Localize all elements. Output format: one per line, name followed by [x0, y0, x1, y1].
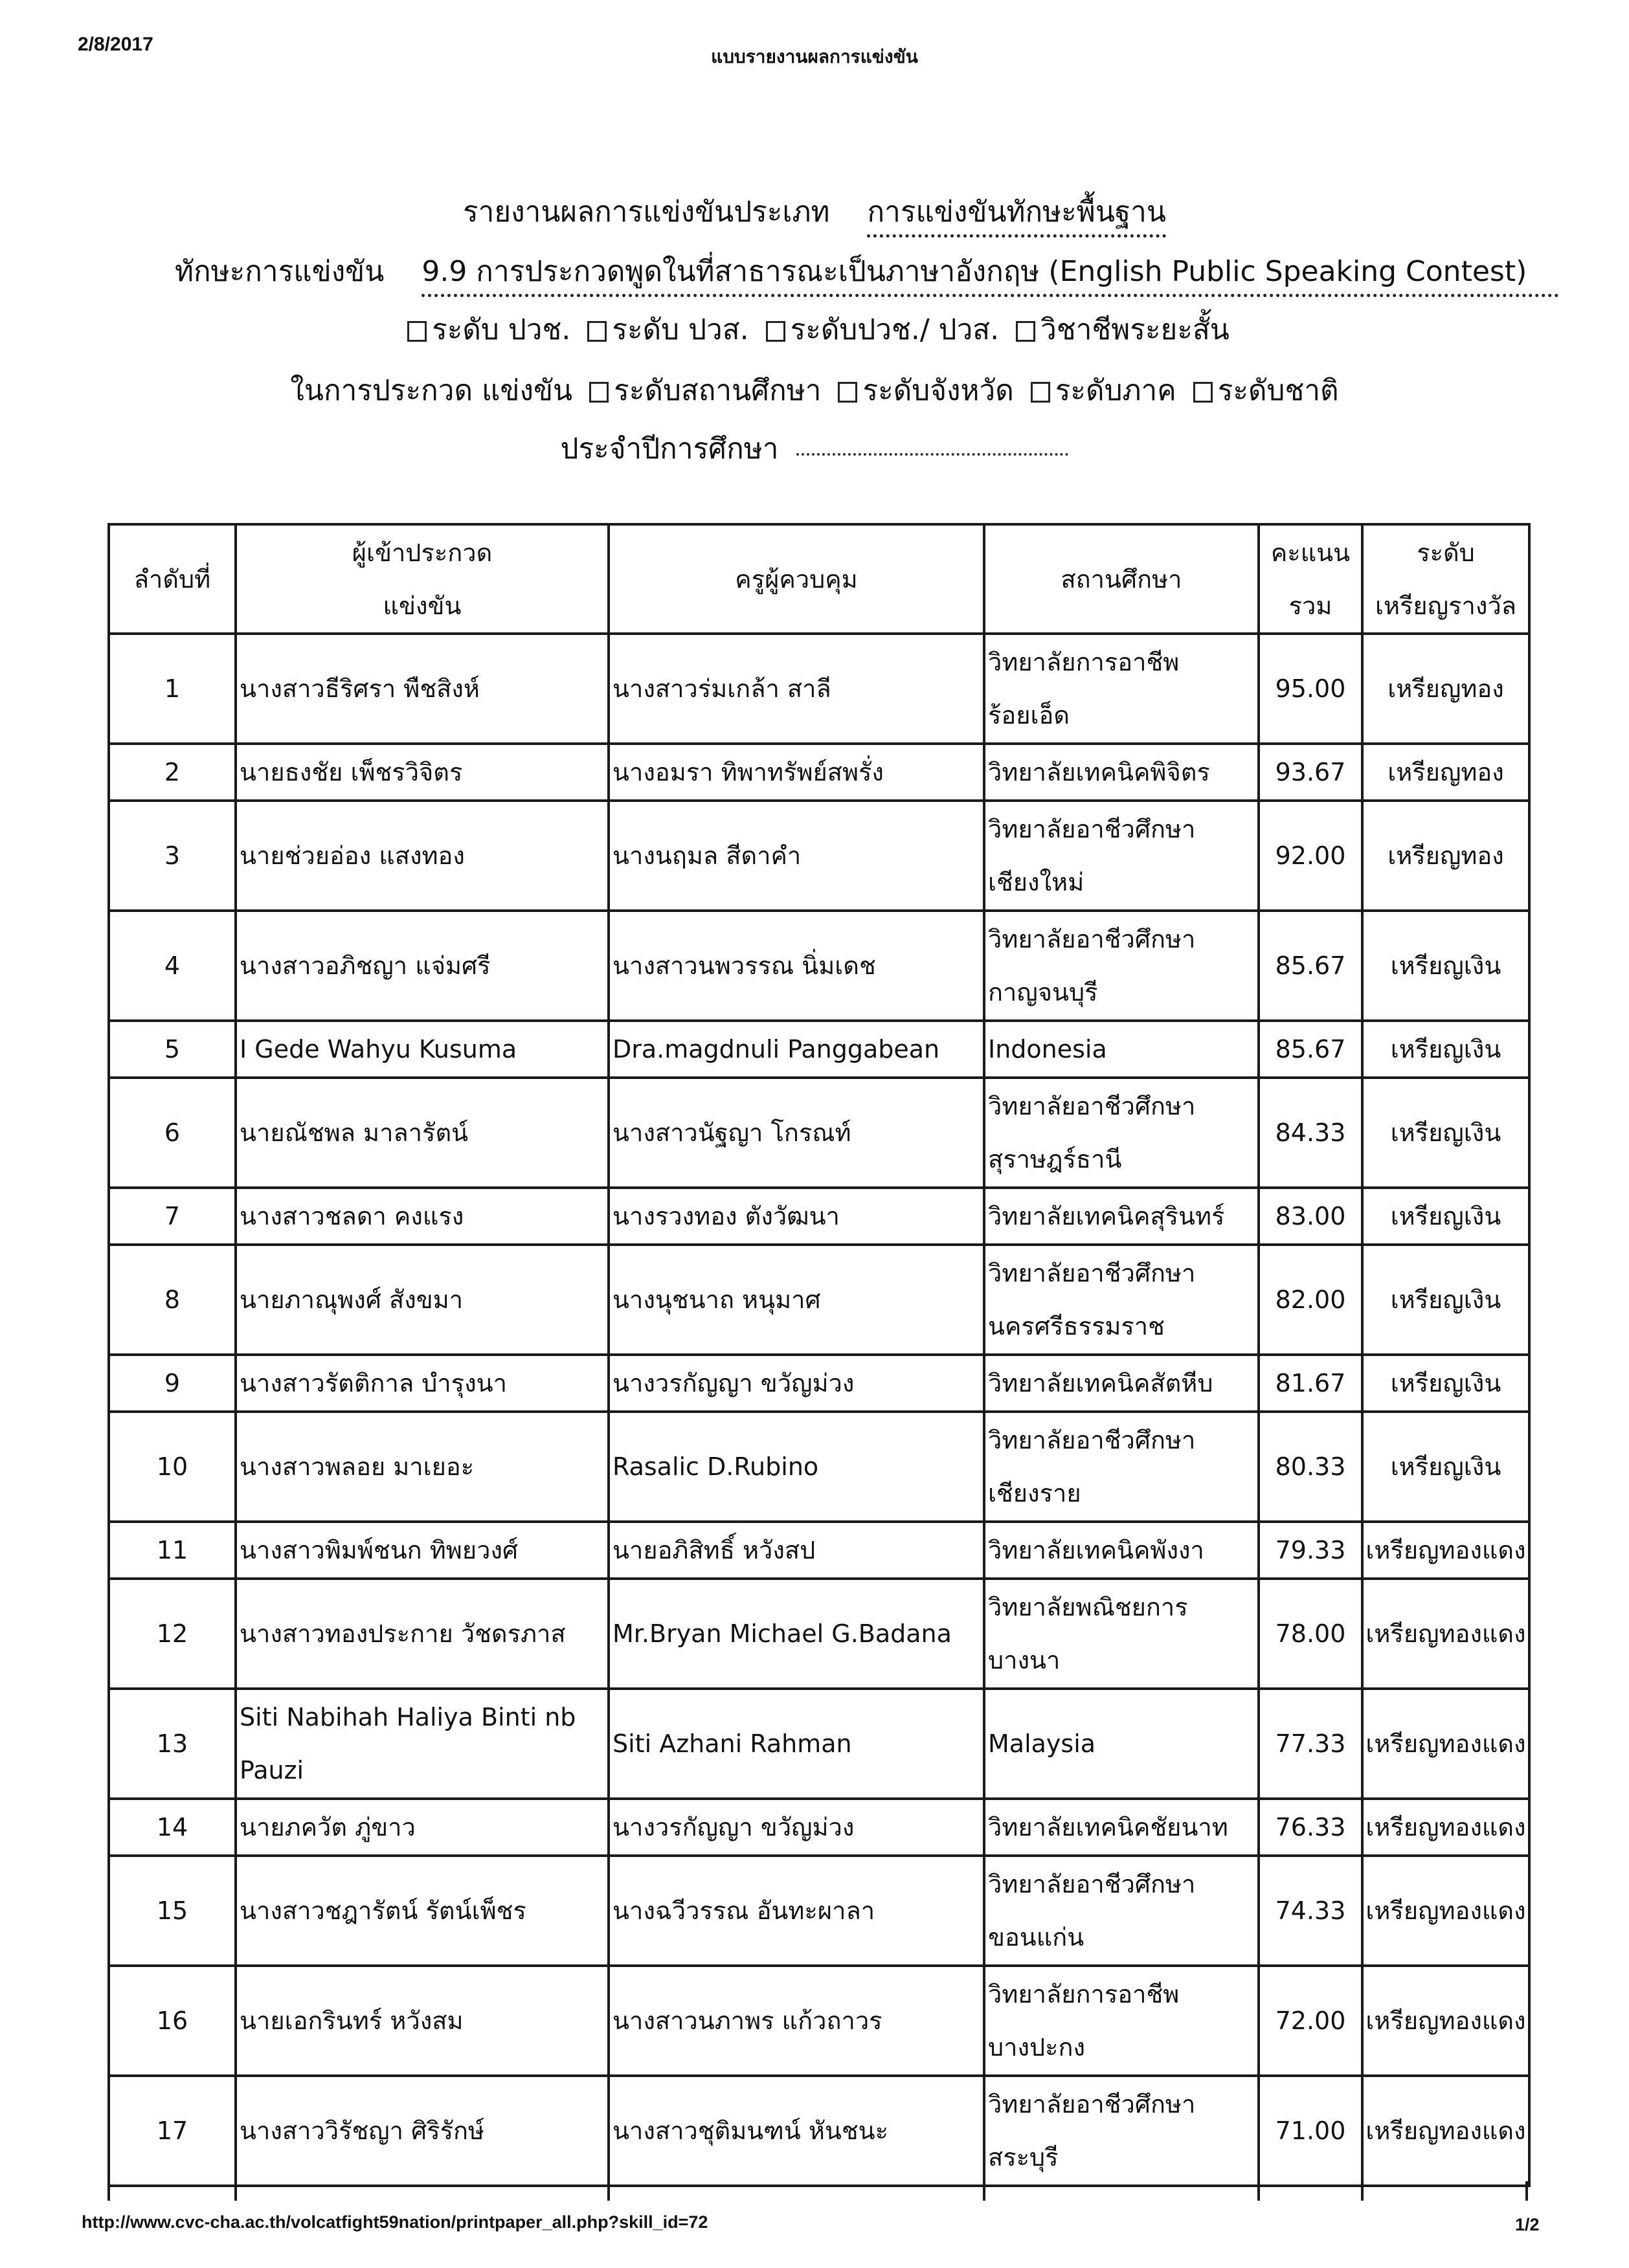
- school-name-line: วิทยาลัยอาชีวศึกษา: [988, 2090, 1196, 2118]
- print-url: http://www.cvc-cha.ac.th/volcatfight59nation/printpaper_all.php?skill_id=72: [82, 2212, 708, 2232]
- academic-year-blank[interactable]: [796, 453, 1068, 456]
- table-header-row: [109, 524, 1529, 634]
- level-checkboxes: [0, 307, 1629, 352]
- row-number: 2: [109, 744, 236, 801]
- total-score: 85.67: [1259, 911, 1362, 1021]
- award-level: เหรียญเงิน: [1362, 1355, 1529, 1412]
- report-type-line: [0, 189, 1629, 238]
- teacher-name-line: Mr.Bryan Michael G.Badana: [612, 1619, 952, 1648]
- teacher-name-line: นางนฤมล สีดาคำ: [612, 841, 802, 870]
- award-level: เหรียญทองแดง: [1362, 1966, 1529, 2076]
- table-row: [109, 634, 1529, 744]
- school-name-line: กาญจนบุรี: [988, 978, 1098, 1006]
- contestant-name: [236, 1188, 609, 1245]
- contestant-name-line: นายภาณุพงศ์ สังขมา: [240, 1285, 464, 1314]
- teacher-name-line: นางฉวีวรรณ อันทะผาลา: [612, 1896, 875, 1925]
- total-score: 81.67: [1259, 1355, 1362, 1412]
- table-row: [109, 1966, 1529, 2076]
- school-name-line: วิทยาลัยเทคนิคสัตหีบ: [988, 1369, 1213, 1397]
- contestant-name-line: นางสาววิรัชญา ศิริรักษ์: [240, 2117, 485, 2145]
- school-name-line: บางปะกง: [988, 2033, 1086, 2062]
- row-number: 8: [109, 1245, 236, 1355]
- teacher-name: [609, 1355, 984, 1412]
- checkbox-competition-4[interactable]: [1193, 382, 1213, 403]
- school-name: [984, 1856, 1259, 1966]
- contestant-name-line: นางสาวทองประกาย วัชดรภาส: [240, 1619, 566, 1648]
- checkbox-level-2[interactable]: [587, 321, 607, 342]
- teacher-name: [609, 1188, 984, 1245]
- school-name: [984, 1579, 1259, 1689]
- row-number: 7: [109, 1188, 236, 1245]
- school-name-line: วิทยาลัยอาชีวศึกษา: [988, 1426, 1196, 1454]
- contestant-name: [236, 634, 609, 744]
- school-name-line: ขอนแก่น: [988, 1923, 1084, 1951]
- award-level: เหรียญทองแดง: [1362, 1689, 1529, 1799]
- school-name-line: สระบุรี: [988, 2143, 1059, 2172]
- teacher-name: [609, 911, 984, 1021]
- competition-level-label: ระดับจังหวัด: [862, 374, 1014, 407]
- teacher-name: [609, 1579, 984, 1689]
- table-row: [109, 2076, 1529, 2186]
- teacher-name: [609, 1966, 984, 2076]
- school-name-line: วิทยาลัยเทคนิคพิจิตร: [988, 758, 1210, 786]
- teacher-name: [609, 801, 984, 911]
- contestant-name-line: นายภควัต ภู่ขาว: [240, 1813, 416, 1841]
- contestant-name: [236, 1689, 609, 1799]
- school-name: [984, 1021, 1259, 1078]
- row-number: 9: [109, 1355, 236, 1412]
- contestant-name-line: I Gede Wahyu Kusuma: [240, 1035, 517, 1063]
- total-score: 95.00: [1259, 634, 1362, 744]
- contestant-name: [236, 744, 609, 801]
- school-name: [984, 2076, 1259, 2186]
- row-number: 3: [109, 801, 236, 911]
- row-number: 13: [109, 1689, 236, 1799]
- level-label: ระดับ ปวส.: [612, 313, 749, 346]
- checkbox-competition-1[interactable]: [589, 382, 609, 403]
- report-type-label: รายงานผลการแข่งขันประเภท: [463, 195, 830, 228]
- school-name-line: Malaysia: [988, 1729, 1096, 1758]
- school-name: [984, 744, 1259, 801]
- total-score: 74.33: [1259, 1856, 1362, 1966]
- contestant-name-line: นายเอกรินทร์ หวังสม: [240, 2007, 464, 2035]
- table-row: [109, 744, 1529, 801]
- results-table: [107, 523, 1531, 2187]
- contestant-name-line: นายช่วยอ่อง แสงทอง: [240, 841, 465, 870]
- print-header-title: แบบรายงานผลการแข่งขัน: [711, 46, 918, 67]
- teacher-name-line: นางวรกัญญา ขวัญม่วง: [612, 1813, 855, 1841]
- academic-year-line: [0, 426, 1629, 471]
- table-row: [109, 1078, 1529, 1188]
- award-level: เหรียญเงิน: [1362, 1188, 1529, 1245]
- school-name-line: Indonesia: [988, 1035, 1107, 1063]
- level-label: ระดับ ปวช.: [432, 313, 571, 346]
- contestant-name: [236, 2076, 609, 2186]
- contestant-name: [236, 1355, 609, 1412]
- row-number: 12: [109, 1579, 236, 1689]
- row-number: 14: [109, 1799, 236, 1856]
- school-name: [984, 1522, 1259, 1579]
- page-number: 1/2: [1515, 2215, 1540, 2234]
- school-name-line: วิทยาลัยอาชีวศึกษา: [988, 1259, 1196, 1287]
- competition-prefix: ในการประกวด แข่งขัน: [290, 374, 573, 407]
- row-number: 10: [109, 1412, 236, 1522]
- table-row: [109, 1856, 1529, 1966]
- school-name-line: วิทยาลัยพณิชยการ: [988, 1593, 1188, 1621]
- contestant-name-line: นางสาวอภิชญา แจ่มศรี: [240, 951, 491, 980]
- school-name: [984, 801, 1259, 911]
- academic-year-label: ประจำปีการศึกษา: [560, 432, 779, 465]
- total-score: 78.00: [1259, 1579, 1362, 1689]
- school-name: [984, 1799, 1259, 1856]
- table-row: [109, 1021, 1529, 1078]
- teacher-name: [609, 1799, 984, 1856]
- print-date: 2/8/2017: [78, 34, 153, 55]
- report-type-value: การแข่งขันทักษะพื้นฐาน: [867, 189, 1165, 238]
- teacher-name: [609, 1245, 984, 1355]
- teacher-name-line: นางสาวร่มเกล้า สาลี: [612, 674, 831, 703]
- total-score: 72.00: [1259, 1966, 1362, 2076]
- checkbox-competition-2[interactable]: [838, 382, 857, 403]
- award-level: เหรียญทองแดง: [1362, 1522, 1529, 1579]
- teacher-name-line: Dra.magdnuli Panggabean: [612, 1035, 940, 1063]
- school-name-line: เชียงใหม่: [988, 868, 1084, 896]
- award-level: เหรียญทองแดง: [1362, 1579, 1529, 1689]
- contestant-name-line: นางสาวพลอย มาเยอะ: [240, 1452, 475, 1481]
- header-contestant: ผู้เข้าประกวด แข่งขัน: [236, 524, 609, 634]
- school-name-line: สุราษฎร์ธานี: [988, 1145, 1122, 1173]
- row-number: 15: [109, 1856, 236, 1966]
- competition-level-label: ระดับภาค: [1055, 374, 1176, 407]
- teacher-name: [609, 1689, 984, 1799]
- total-score: 85.67: [1259, 1021, 1362, 1078]
- total-score: 80.33: [1259, 1412, 1362, 1522]
- teacher-name-line: นางรวงทอง ตังวัฒนา: [612, 1202, 840, 1230]
- table-row: [109, 1522, 1529, 1579]
- school-name-line: วิทยาลัยอาชีวศึกษา: [988, 1092, 1196, 1120]
- row-number: 11: [109, 1522, 236, 1579]
- award-level: เหรียญเงิน: [1362, 911, 1529, 1021]
- contestant-name: [236, 1522, 609, 1579]
- school-name: [984, 1188, 1259, 1245]
- total-score: 92.00: [1259, 801, 1362, 911]
- total-score: 77.33: [1259, 1689, 1362, 1799]
- contestant-name: [236, 911, 609, 1021]
- table-row: [109, 1245, 1529, 1355]
- total-score: 93.67: [1259, 744, 1362, 801]
- teacher-name-line: นายอภิสิทธิ์ หวังสป: [612, 1536, 816, 1564]
- total-score: 79.33: [1259, 1522, 1362, 1579]
- contestant-name: [236, 1021, 609, 1078]
- school-name: [984, 1078, 1259, 1188]
- contestant-name: [236, 1412, 609, 1522]
- skill-label: ทักษะการแข่งขัน: [175, 255, 385, 288]
- total-score: 83.00: [1259, 1188, 1362, 1245]
- checkbox-level-1[interactable]: [407, 321, 427, 342]
- school-name-line: นครศรีธรรมราช: [988, 1312, 1165, 1340]
- school-name-line: วิทยาลัยเทคนิคชัยนาท: [988, 1813, 1228, 1841]
- table-row: [109, 1412, 1529, 1522]
- school-name: [984, 634, 1259, 744]
- school-name-line: บางนา: [988, 1646, 1061, 1674]
- school-name-line: เชียงราย: [988, 1479, 1081, 1507]
- school-name: [984, 1689, 1259, 1799]
- contestant-name: [236, 1245, 609, 1355]
- contestant-name-line: นางสาวชฎารัตน์ รัตน์เพ็ชร: [240, 1896, 526, 1925]
- checkbox-competition-3[interactable]: [1031, 382, 1050, 403]
- competition-level-label: ระดับชาติ: [1217, 374, 1339, 407]
- table-row: [109, 1355, 1529, 1412]
- checkbox-level-3[interactable]: [766, 321, 785, 342]
- row-number: 16: [109, 1966, 236, 2076]
- table-row: [109, 1579, 1529, 1689]
- total-score: 84.33: [1259, 1078, 1362, 1188]
- table-row: [109, 1689, 1529, 1799]
- contestant-name-line: นายณัชพล มาลารัตน์: [240, 1118, 469, 1147]
- row-number: 1: [109, 634, 236, 744]
- school-name-line: วิทยาลัยเทคนิคพังงา: [988, 1536, 1204, 1564]
- school-name-line: วิทยาลัยการอาชีพ: [988, 1980, 1180, 2008]
- teacher-name: [609, 1021, 984, 1078]
- table-row: [109, 911, 1529, 1021]
- teacher-name-line: นางสาวนภาพร แก้วถาวร: [612, 2007, 882, 2035]
- teacher-name-line: นางนุชนาถ หนุมาศ: [612, 1285, 821, 1314]
- school-name-line: วิทยาลัยอาชีวศึกษา: [988, 1870, 1196, 1898]
- school-name: [984, 1412, 1259, 1522]
- teacher-name: [609, 634, 984, 744]
- checkbox-level-4[interactable]: [1016, 321, 1035, 342]
- contestant-name: [236, 1799, 609, 1856]
- header-score: คะแนน รวม: [1259, 524, 1362, 634]
- award-level: เหรียญทองแดง: [1362, 1799, 1529, 1856]
- teacher-name-line: Siti Azhani Rahman: [612, 1729, 852, 1758]
- total-score: 82.00: [1259, 1245, 1362, 1355]
- row-number: 17: [109, 2076, 236, 2186]
- contestant-name-line: นางสาวพิมพ์ชนก ทิพยวงศ์: [240, 1536, 519, 1564]
- table-row: [109, 1799, 1529, 1856]
- school-name-line: วิทยาลัยอาชีวศึกษา: [988, 815, 1196, 843]
- school-name: [984, 1245, 1259, 1355]
- teacher-name: [609, 1078, 984, 1188]
- school-name-line: ร้อยเอ็ด: [988, 701, 1070, 729]
- teacher-name: [609, 1522, 984, 1579]
- school-name-line: วิทยาลัยการอาชีพ: [988, 648, 1180, 676]
- award-level: เหรียญทองแดง: [1362, 2076, 1529, 2186]
- skill-value: 9.9 การประกวดพูดในที่สาธารณะเป็นภาษาอังกฤษ (English Public Speaking Contest): [421, 249, 1559, 297]
- contestant-name: [236, 1966, 609, 2076]
- contestant-name-line: นางสาวชลดา คงแรง: [240, 1202, 464, 1230]
- teacher-name-line: นางอมรา ทิพาทรัพย์สพรั่ง: [612, 758, 884, 786]
- teacher-name: [609, 1412, 984, 1522]
- row-number: 5: [109, 1021, 236, 1078]
- contestant-name-line: นางสาวธีริศรา พืชสิงห์: [240, 674, 480, 703]
- school-name-line: วิทยาลัยเทคนิคสุรินทร์: [988, 1202, 1225, 1230]
- header-teacher: ครูผู้ควบคุม: [609, 524, 984, 634]
- contestant-name-line: นางสาวรัตติกาล บำรุงนา: [240, 1369, 507, 1397]
- level-label: วิชาชีพระยะสั้น: [1040, 313, 1230, 346]
- level-label: ระดับปวช./ ปวส.: [790, 313, 1000, 346]
- results-body: [109, 634, 1529, 2186]
- school-name: [984, 911, 1259, 1021]
- contestant-name-line: นายธงชัย เพ็ชรวิจิตร: [240, 758, 463, 786]
- header-award: ระดับ เหรียญรางวัล: [1362, 524, 1529, 634]
- teacher-name-line: นางวรกัญญา ขวัญม่วง: [612, 1369, 855, 1397]
- contestant-name-line: Pauzi: [240, 1756, 304, 1784]
- competition-level-line: [0, 368, 1629, 413]
- total-score: 71.00: [1259, 2076, 1362, 2186]
- contestant-name-line: Siti Nabihah Haliya Binti nb: [240, 1703, 576, 1731]
- teacher-name: [609, 2076, 984, 2186]
- table-row: [109, 1188, 1529, 1245]
- award-level: เหรียญทองแดง: [1362, 1856, 1529, 1966]
- contestant-name: [236, 801, 609, 911]
- award-level: เหรียญทอง: [1362, 634, 1529, 744]
- award-level: เหรียญทอง: [1362, 744, 1529, 801]
- header-no: ลำดับที่: [109, 524, 236, 634]
- table-continuation: [107, 2181, 1528, 2201]
- award-level: เหรียญเงิน: [1362, 1078, 1529, 1188]
- contestant-name: [236, 1856, 609, 1966]
- total-score: 76.33: [1259, 1799, 1362, 1856]
- teacher-name-line: Rasalic D.Rubino: [612, 1452, 819, 1481]
- competition-level-label: ระดับสถานศึกษา: [614, 374, 822, 407]
- school-name: [984, 1966, 1259, 2076]
- skill-line: [175, 249, 1559, 297]
- school-name: [984, 1355, 1259, 1412]
- school-name-line: วิทยาลัยอาชีวศึกษา: [988, 925, 1196, 953]
- teacher-name-line: นางสาวนัฐญา โกรณท์: [612, 1118, 851, 1147]
- teacher-name-line: นางสาวชุติมนฑน์ หันชนะ: [612, 2117, 889, 2145]
- award-level: เหรียญเงิน: [1362, 1021, 1529, 1078]
- award-level: เหรียญเงิน: [1362, 1245, 1529, 1355]
- header-school: สถานศึกษา: [984, 524, 1259, 634]
- teacher-name: [609, 1856, 984, 1966]
- award-level: เหรียญเงิน: [1362, 1412, 1529, 1522]
- contestant-name: [236, 1579, 609, 1689]
- table-row: [109, 801, 1529, 911]
- row-number: 6: [109, 1078, 236, 1188]
- contestant-name: [236, 1078, 609, 1188]
- award-level: เหรียญทอง: [1362, 801, 1529, 911]
- row-number: 4: [109, 911, 236, 1021]
- teacher-name-line: นางสาวนพวรรณ นิ่มเดช: [612, 951, 876, 980]
- teacher-name: [609, 744, 984, 801]
